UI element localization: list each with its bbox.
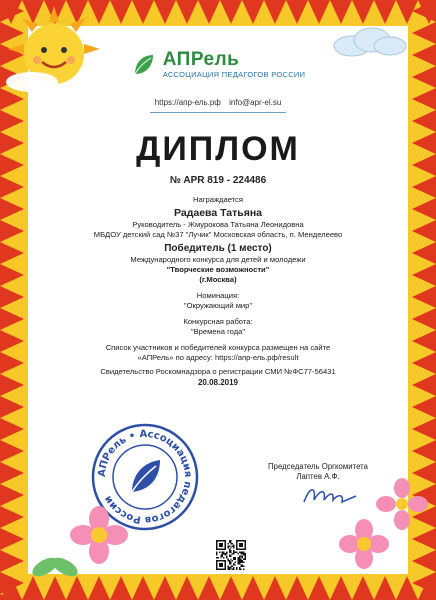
- diploma-number: № APR 819 - 224486: [169, 175, 267, 186]
- contacts-line: [0, 98, 436, 107]
- diploma-title: ДИПЛОМ: [136, 130, 300, 168]
- flower-icon: [376, 478, 428, 530]
- contest-city: (г.Москва): [199, 275, 237, 284]
- diploma-date: 20.08.2019: [197, 378, 239, 387]
- logo-block: [0, 50, 436, 83]
- school-line: МБДОУ детский сад №37 "Лучик" Московская область, п. Менделеево: [93, 230, 343, 239]
- qr-code[interactable]: [216, 540, 246, 570]
- flower-icon: [30, 545, 80, 585]
- supervisor-line: Руководитель - Жмурокова Татьяна Леонидовна: [132, 220, 304, 229]
- signatory-name: Лаптев А.Ф.: [296, 472, 340, 481]
- awarded-label: Награждается: [193, 195, 243, 204]
- place-line: Победитель (1 место): [164, 243, 272, 254]
- divider: [150, 112, 286, 113]
- list-line-1: Список участников и победителей конкурса размещен на сайте: [105, 343, 331, 352]
- nomination-value: "Окружающий мир": [183, 301, 253, 310]
- email-link[interactable]: info@apr-el.su: [229, 98, 282, 107]
- logo-title: АПРель: [162, 49, 240, 70]
- apr-logo: [131, 50, 306, 79]
- signatory-position: Председатель Оргкомитета: [268, 462, 368, 471]
- list-line-2: «АПРель» по адресу: https://апр-ель.рф/result: [137, 353, 299, 362]
- nomination-label: Номинация:: [196, 291, 240, 300]
- work-label: Конкурсная работа:: [183, 317, 253, 326]
- work-value: "Времена года": [190, 327, 246, 336]
- signature: [300, 482, 360, 510]
- site-link[interactable]: https://апр-ель.рф: [154, 98, 221, 107]
- stamp-text: АПРель • Ассоциация педагогов России: [96, 428, 194, 526]
- logo-subtitle: АССОЦИАЦИЯ ПЕДАГОГОВ РОССИИ: [162, 70, 306, 79]
- signatory-block: [258, 462, 378, 482]
- diploma-body: [70, 195, 366, 377]
- recipient-name: Радаева Татьяна: [173, 207, 263, 219]
- contest-name: "Творческие возможности": [166, 265, 270, 274]
- contest-line: Международного конкурса для детей и молодежи: [130, 255, 306, 264]
- leaf-logo-icon: [131, 52, 157, 78]
- certificate-line: Свидетельство Роскомнадзора о регистрации СМИ №ФС77-56431: [100, 367, 336, 376]
